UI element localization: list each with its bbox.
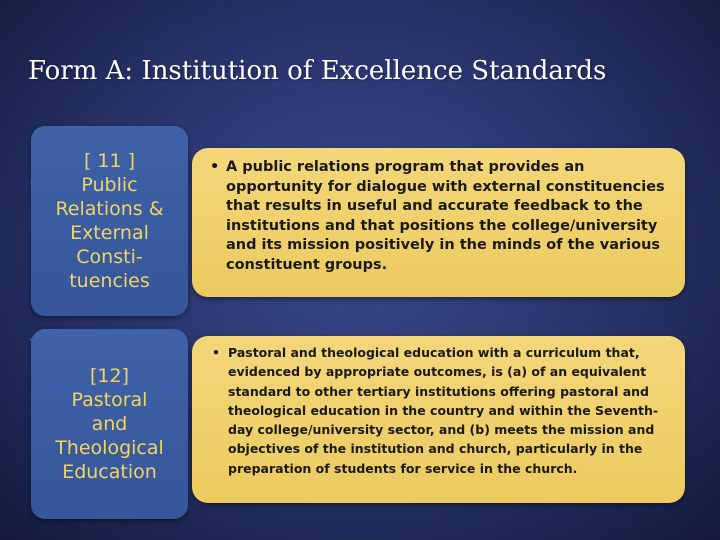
standard-label-line: Relations & xyxy=(55,198,164,220)
standard-label-line: Public xyxy=(81,174,138,196)
standard-label-line: and xyxy=(91,413,128,435)
standard-label-line: External xyxy=(70,222,149,244)
standard-label xyxy=(55,364,164,484)
standard-label-line: Education xyxy=(62,461,157,483)
bullet-item xyxy=(210,158,675,275)
slide-title: Form A: Institution of Excellence Standards xyxy=(28,56,607,86)
standard-label-line: [ 11 ] xyxy=(83,150,136,172)
standard-label-line: [12] xyxy=(89,365,129,387)
standard-12-description-box xyxy=(192,336,685,503)
standard-label xyxy=(55,149,163,293)
standard-11-label-box xyxy=(31,126,188,316)
standard-11-description-box xyxy=(192,148,685,297)
standard-label-line: tuencies xyxy=(69,270,150,292)
bullet-icon: • xyxy=(212,345,220,360)
bullet-icon: • xyxy=(210,159,220,175)
standard-description: Pastoral and theological education with a curriculum that, evidenced by appropriate outcomes, is (a) of an equivalent standard to other tertiary institutions offering pastoral and theological education in the country and within the Seventh-day college/university sector, and (b) meets the mission and objectives of the institution and church, particularly in the preparation of students for service in the church. xyxy=(228,345,659,476)
standard-label-line: Pastoral xyxy=(71,389,148,411)
standard-label-line: Consti- xyxy=(76,246,143,268)
standard-12-label-box xyxy=(31,329,188,519)
bullet-item xyxy=(212,343,675,478)
standard-label-line: Theological xyxy=(55,437,164,459)
standard-description: A public relations program that provides an opportunity for dialogue with external constituencies that results in useful and accurate feedback to the institutions and that positions the college/university and its mission positively in the minds of the various constituent groups. xyxy=(226,159,665,273)
